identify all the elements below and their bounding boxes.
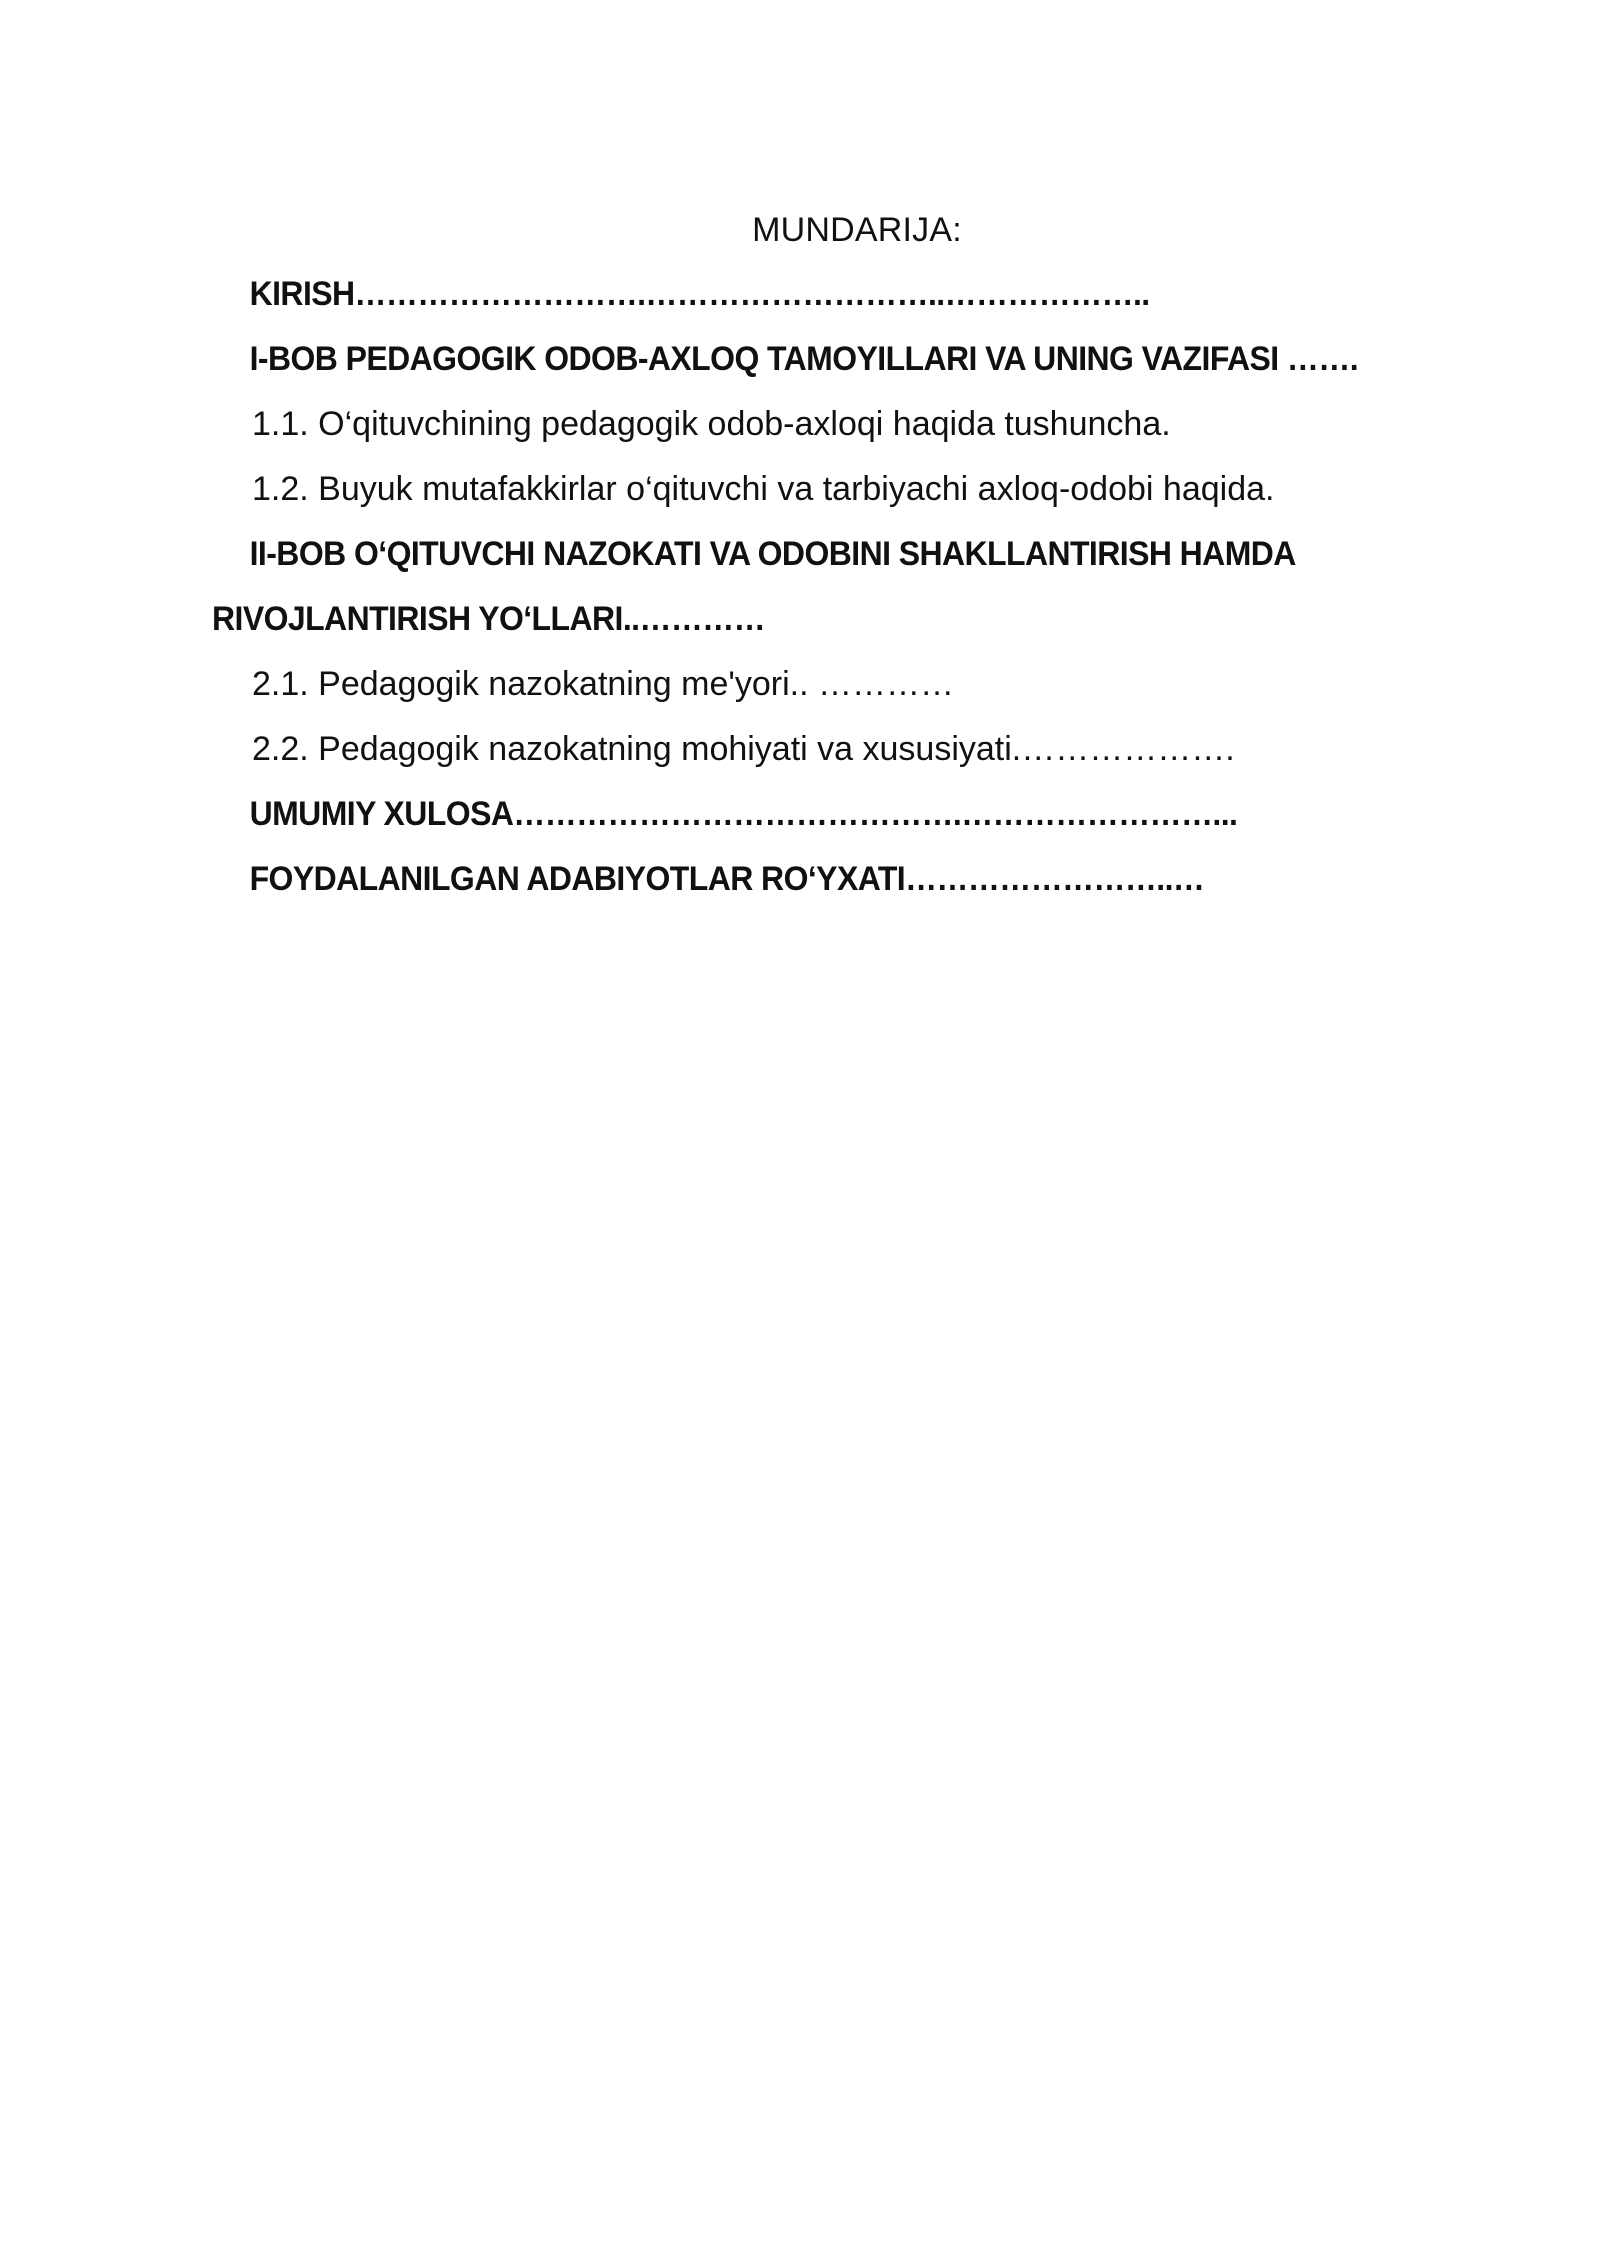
toc-entry-section-2-1 [212,652,1502,717]
section-number: 2.1. [252,665,309,703]
section-number: 2.2. [252,730,309,768]
toc-entry-section-1-2 [212,457,1502,522]
table-of-contents [212,198,1502,912]
toc-entry-adabiyotlar: FOYDALANILGAN ADABIYOTLAR RO‘YXATI……………………..… [249,860,1205,898]
toc-title: MUNDARIJA: [752,211,962,249]
toc-entry-kirish: KIRISH……………………….………………………..……………….. [249,275,1150,313]
toc-entry-chapter-2-line-2: RIVOJLANTIRISH YO‘LLARI..………… [212,600,766,638]
toc-entry-section-1-1 [212,392,1502,457]
section-number: 1.1. [252,405,309,443]
section-title: O‘qituvchining pedagogik odob-axloqi haqida tushuncha. [318,405,1171,443]
toc-entry-chapter-2-line-1: II-BOB O‘QITUVCHI NAZOKATI VA ODOBINI SHAKLLANTIRISH HAMDA [249,535,1296,573]
section-title: Pedagogik nazokatning mohiyati va xususiyati.………………. [318,730,1235,768]
toc-entry-xulosa: UMUMIY XULOSA…………………………………….……………………... [249,795,1238,833]
toc-entry-section-2-2 [212,717,1502,782]
toc-entry-chapter-1: I-BOB PEDAGOGIK ODOB-AXLOQ TAMOYILLARI VA UNING VAZIFASI ……. [249,340,1359,378]
section-number: 1.2. [252,470,309,508]
section-title: Buyuk mutafakkirlar o‘qituvchi va tarbiyachi axloq-odobi haqida. [318,470,1275,508]
section-title: Pedagogik nazokatning me'yori.. ………… [318,665,954,703]
